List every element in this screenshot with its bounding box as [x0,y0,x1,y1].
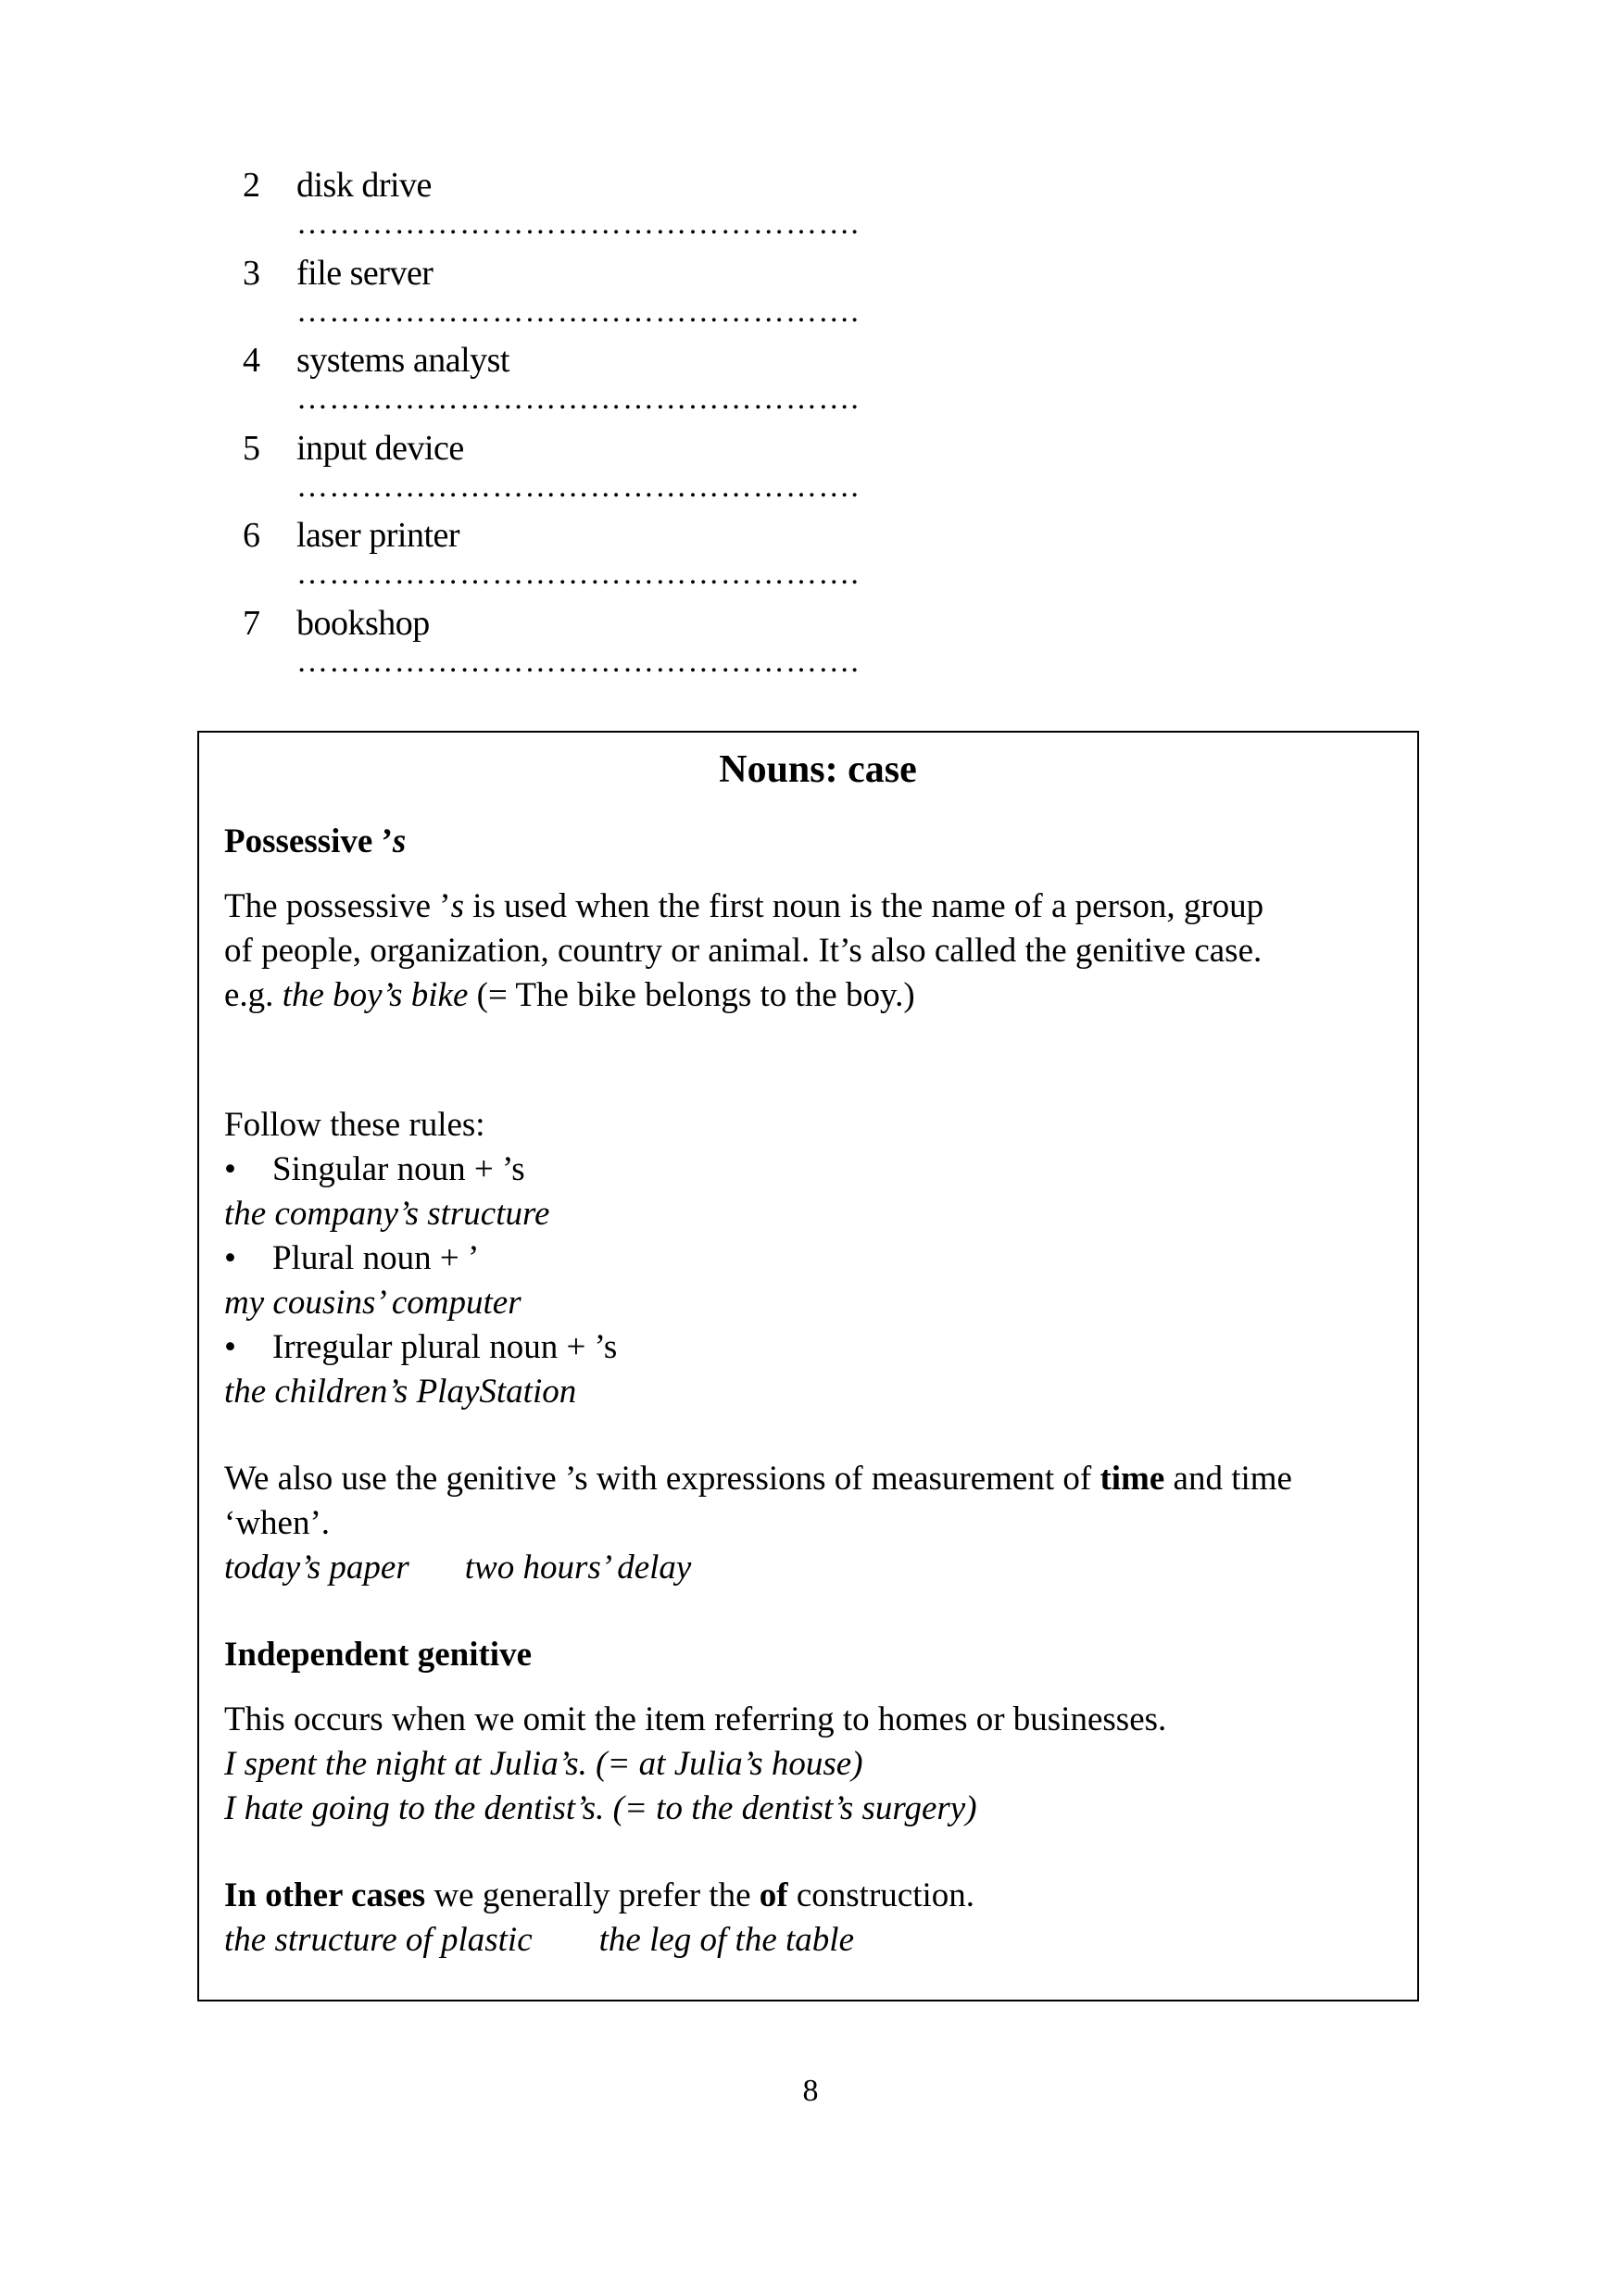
item-number: 4 [243,341,260,380]
possessive-paragraph: The possessive ’s is used when the first noun is the name of a person, group of people, organization, country or animal. It’s also called the genitive case. e.g. the boy’s bike (= The bike belongs to the boy.) [224,887,1264,1014]
rule-example: my cousins’ computer [224,1284,521,1322]
exercise-item [243,159,1076,247]
grammar-box-content [224,733,1412,1963]
item-word: file server [296,253,434,293]
answer-blank: ……………………………………………. [296,382,861,416]
page-number: 8 [802,2074,819,2108]
item-number: 3 [243,253,260,293]
item-word: disk drive [296,166,432,205]
vocabulary-exercise [243,159,1076,684]
answer-blank: ……………………………………………. [296,469,861,504]
exercise-item [243,509,1076,597]
time-paragraph: We also use the genitive ’s with expressions of measurement of time and time ‘when’. [224,1460,1292,1542]
rule-example: the company’s structure [224,1195,550,1233]
possessive-heading: Possessive ’s [224,822,407,860]
item-word: systems analyst [296,341,509,380]
rule-example: the children’s PlayStation [224,1373,577,1411]
item-number: 5 [243,428,260,468]
time-examples: today’s paper two hours’ delay [224,1549,692,1587]
exercise-item [243,247,1076,335]
other-cases-text: In other cases we generally prefer the of construction. [224,1876,974,1914]
rule-bullet: • Irregular plural noun + ’s [224,1328,618,1366]
answer-blank: ……………………………………………. [296,294,861,329]
answer-blank: ……………………………………………. [296,207,861,241]
rules-intro: Follow these rules: [224,1106,485,1144]
exercise-item [243,597,1076,685]
item-number: 2 [243,166,260,205]
exercise-item [243,422,1076,510]
exercise-item [243,334,1076,422]
item-word: input device [296,428,464,468]
rule-bullet: • Plural noun + ’ [224,1239,480,1277]
grammar-box [197,731,1419,2001]
answer-blank: ……………………………………………. [296,644,861,679]
independent-example: I hate going to the dentist’s. (= to the dentist’s surgery) [224,1789,977,1827]
item-word: bookshop [296,603,430,643]
independent-heading: Independent genitive [224,1636,533,1674]
other-cases-examples: the structure of plastic the leg of the table [224,1921,854,1959]
box-title: Nouns: case [719,748,917,791]
independent-text: This occurs when we omit the item referring to homes or businesses. [224,1700,1167,1738]
rule-bullet: • Singular noun + ’s [224,1150,525,1188]
answer-blank: ……………………………………………. [296,557,861,591]
item-word: laser printer [296,516,460,555]
item-number: 6 [243,516,260,555]
item-number: 7 [243,603,260,643]
independent-example: I spent the night at Julia’s. (= at Julia’s house) [224,1745,863,1783]
